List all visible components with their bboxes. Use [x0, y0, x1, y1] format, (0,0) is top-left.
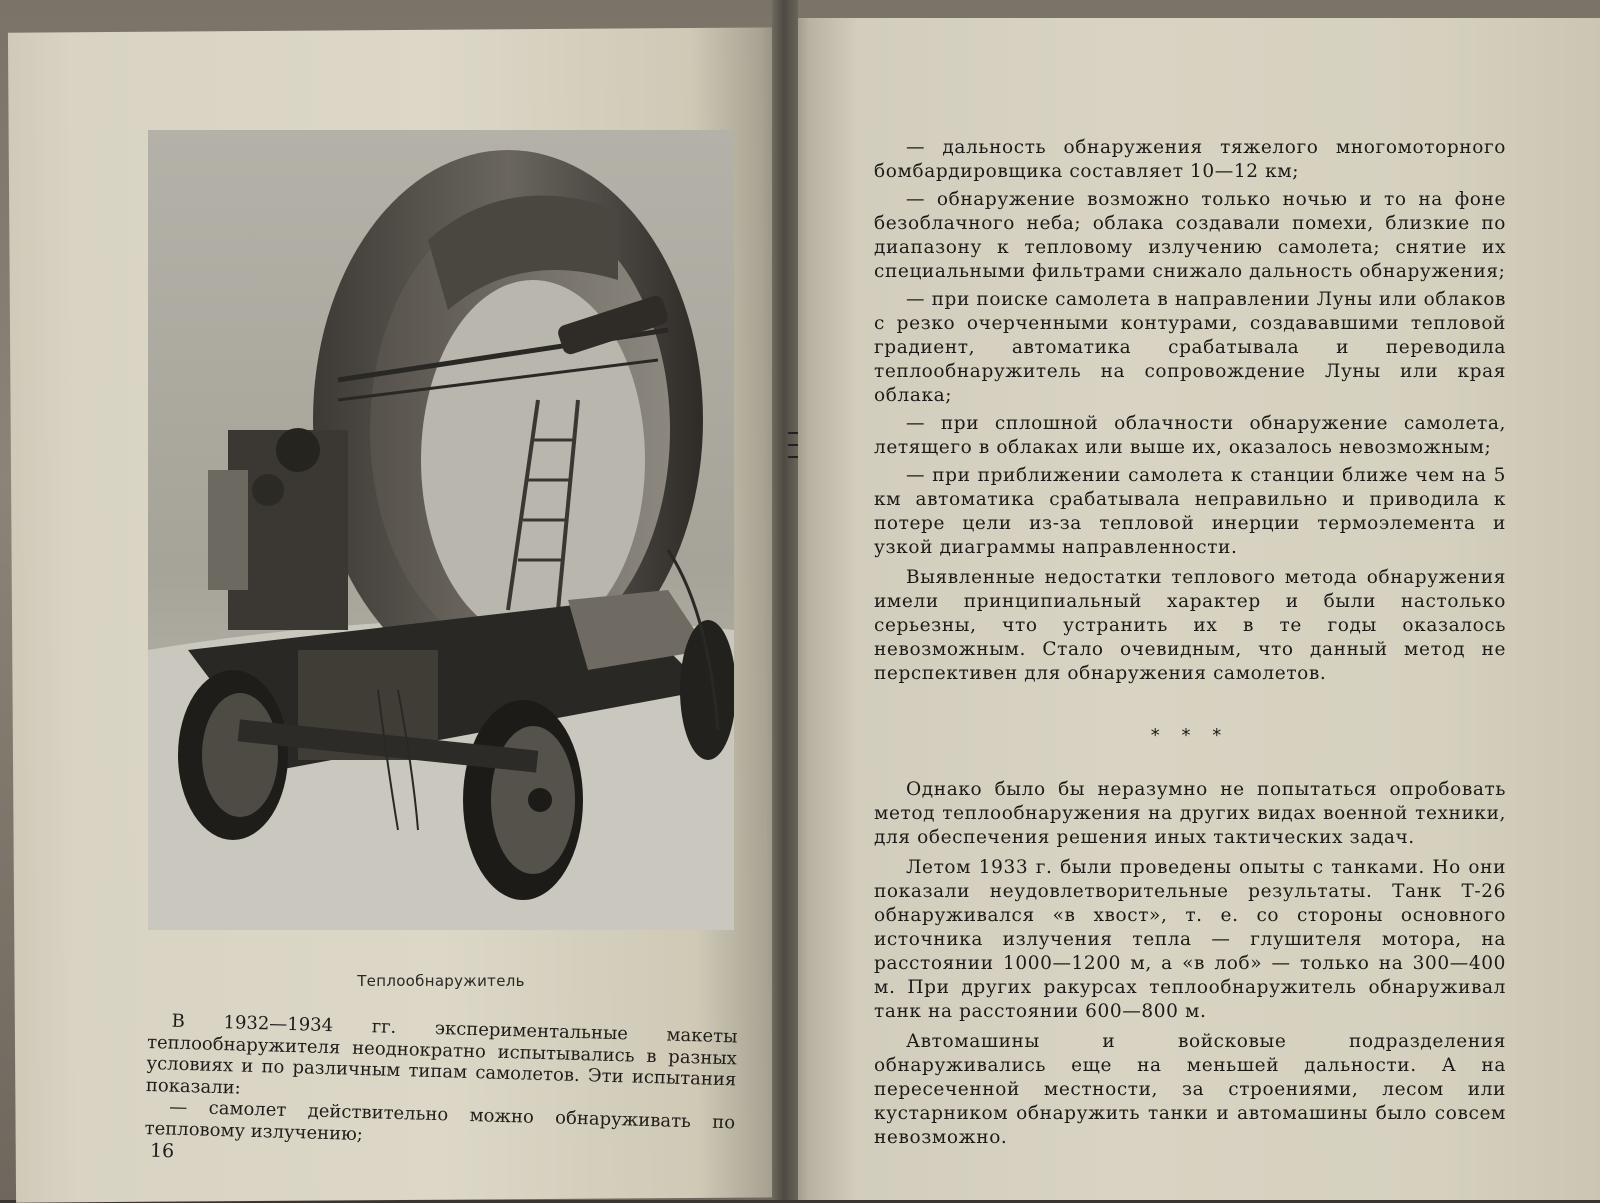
- right-paragraph: Однако было бы неразумно не попытаться опробовать метод теплообнаружения на других видах военной техники, для обеспечения решения иных тактических задач.: [874, 779, 1506, 848]
- heat-detector-illustration: [148, 130, 734, 930]
- section-separator: * * *: [1150, 725, 1230, 746]
- left-paragraph: — самолет действительно можно обнаруживать по тепловому излучению;: [144, 1096, 736, 1145]
- page-number: 16: [149, 1139, 175, 1163]
- book-spine: [772, 0, 798, 1200]
- right-paragraph: — при поиске самолета в направлении Луны или облаков с резко очерченными контурами, создававшими тепловой градиент, автоматика срабатывала и переводила теплообнаружитель на сопровождение Луны или края облака;: [874, 289, 1506, 406]
- right-paragraph: Выявленные недостатки теплового метода обнаружения имели принципиальный характер и были настолько серьезны, что устранить их в те годы оказалось невозможным. Стало очевидным, что данный метод не перспективен для обнаружения самолетов.: [874, 567, 1506, 684]
- spine-marks: [788, 432, 798, 472]
- left-page-text: [144, 1010, 737, 1155]
- right-paragraph: — при сплошной облачности обнаружение самолета, летящего в облаках или выше их, оказалось невозможным;: [874, 413, 1506, 458]
- right-page-text: [874, 136, 1506, 1154]
- heat-detector-photo: [148, 130, 734, 930]
- right-paragraph: Автомашины и войсковые подразделения обнаруживались еще на меньшей дальности. А на пересеченной местности, за строениями, лесом или кустарником обнаружить танки и автомашины было совсем невозможно.: [874, 1031, 1506, 1148]
- right-paragraph: Летом 1933 г. были проведены опыты с танками. Но они показали неудовлетворительные результаты. Танк Т-26 обнаруживался «в хвост», т. е. со стороны основного источника излучения тепла — глушителя мотора, на расстоянии 1000—1200 м, а «в лоб» — только на 300—400 м. При других ракурсах теплообнаружитель обнаруживал танк на расстоянии 600—800 м.: [874, 857, 1506, 1022]
- right-paragraph: — обнаружение возможно только ночью и то на фоне безоблачного неба; облака создавали помехи, близкие по диапазону к тепловому излучению самолета; снятие их специальными фильтрами снижало дальность обнаружения;: [874, 189, 1506, 282]
- right-paragraph: — дальность обнаружения тяжелого многомоторного бомбардировщика составляет 10—12 км;: [874, 137, 1506, 182]
- left-paragraph: В 1932—1934 гг. экспериментальные макеты теплообнаружителя неоднократно испытывались в разных условиях и по различным типам самолетов. Эти испытания показали:: [145, 1010, 738, 1099]
- right-paragraph: — при приближении самолета к станции ближе чем на 5 км автоматика срабатывала неправильно и приводила к потере цели из-за тепловой инерции термоэлемента и узкой диаграммы направленности.: [874, 465, 1506, 558]
- figure-caption: Теплообнаружитель: [357, 972, 525, 990]
